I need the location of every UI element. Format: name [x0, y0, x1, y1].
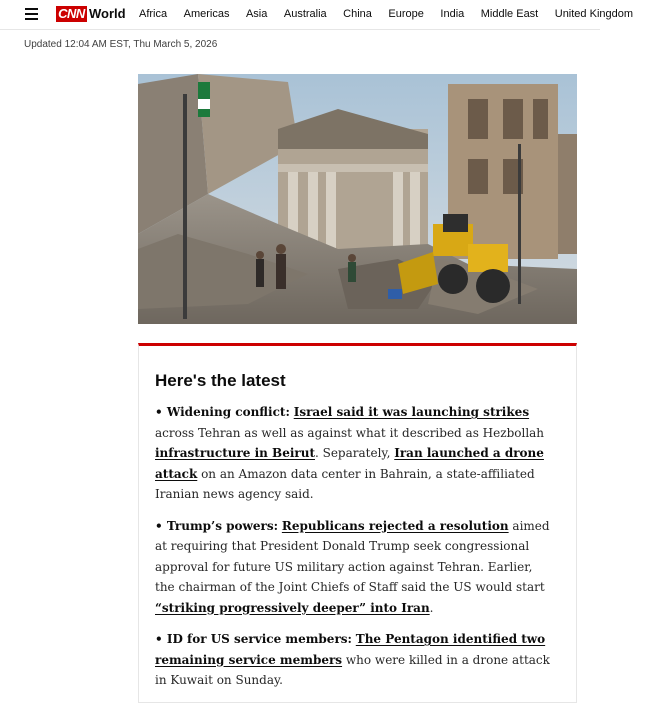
beirut-link[interactable]: infrastructure in Beirut — [155, 446, 315, 460]
nav-item-china[interactable]: China — [343, 8, 372, 20]
pentagon-link[interactable]: The Pentagon identified two remaining service members — [155, 632, 546, 667]
drone-attack-link[interactable]: Iran launched a drone attack — [155, 446, 544, 481]
nav-item-australia[interactable]: Australia — [283, 8, 327, 20]
latest-heading: Here's the latest — [155, 371, 286, 390]
strikes-link[interactable]: Israel said it was launching strikes — [293, 405, 530, 419]
nav-item-africa[interactable]: Africa — [139, 8, 168, 20]
striking-deeper-link[interactable]: “striking progressively deeper” into Iran — [155, 600, 430, 615]
list-item — [155, 402, 555, 505]
item-lead: • Trump’s powers: — [155, 518, 279, 533]
nav-item-india[interactable]: India — [440, 8, 465, 20]
item-text: across Tehran as well as against what it described as Hezbollah — [155, 425, 545, 440]
destroyed-building-photo — [138, 74, 577, 324]
item-text: on an Amazon data center in Bahrain, a state-affiliated Iranian news agency said. — [155, 466, 535, 501]
list-item — [155, 629, 555, 691]
item-lead: • Widening conflict: — [155, 405, 290, 419]
item-lead: • ID for US service members: — [155, 632, 352, 646]
site-header — [0, 0, 634, 29]
nav-item-united-kingdom[interactable]: United Kingdom — [554, 8, 634, 20]
latest-updates-box — [138, 343, 577, 703]
resolution-link[interactable]: Republicans rejected a resolution — [281, 518, 509, 533]
nav-item-asia[interactable]: Asia — [245, 8, 268, 20]
nav-item-americas[interactable]: Americas — [183, 8, 230, 20]
updated-timestamp: Updated 12:04 AM EST, Thu March 5, 2026 — [24, 39, 218, 50]
header-divider — [0, 29, 600, 30]
item-text: . Separately, — [314, 446, 395, 460]
menu-icon[interactable] — [25, 8, 38, 20]
item-text: who were killed in a drone attack in Kuwait on Sunday. — [155, 652, 550, 687]
edition-label[interactable]: World — [89, 6, 126, 21]
hero-image[interactable] — [138, 74, 577, 324]
cnn-logo[interactable]: CNN — [56, 6, 87, 22]
nav-item-middle-east[interactable]: Middle East — [480, 8, 539, 20]
item-text: . — [429, 600, 434, 615]
list-item — [155, 516, 555, 619]
nav-item-europe[interactable]: Europe — [388, 8, 424, 20]
item-text: aimed at requiring that President Donald Trump seek congressional approval for future US military action against Tehran. Earlier, the chairman of the Joint Chiefs of Staff said the US would start — [155, 518, 550, 594]
region-nav — [139, 6, 650, 22]
latest-list — [155, 402, 555, 702]
